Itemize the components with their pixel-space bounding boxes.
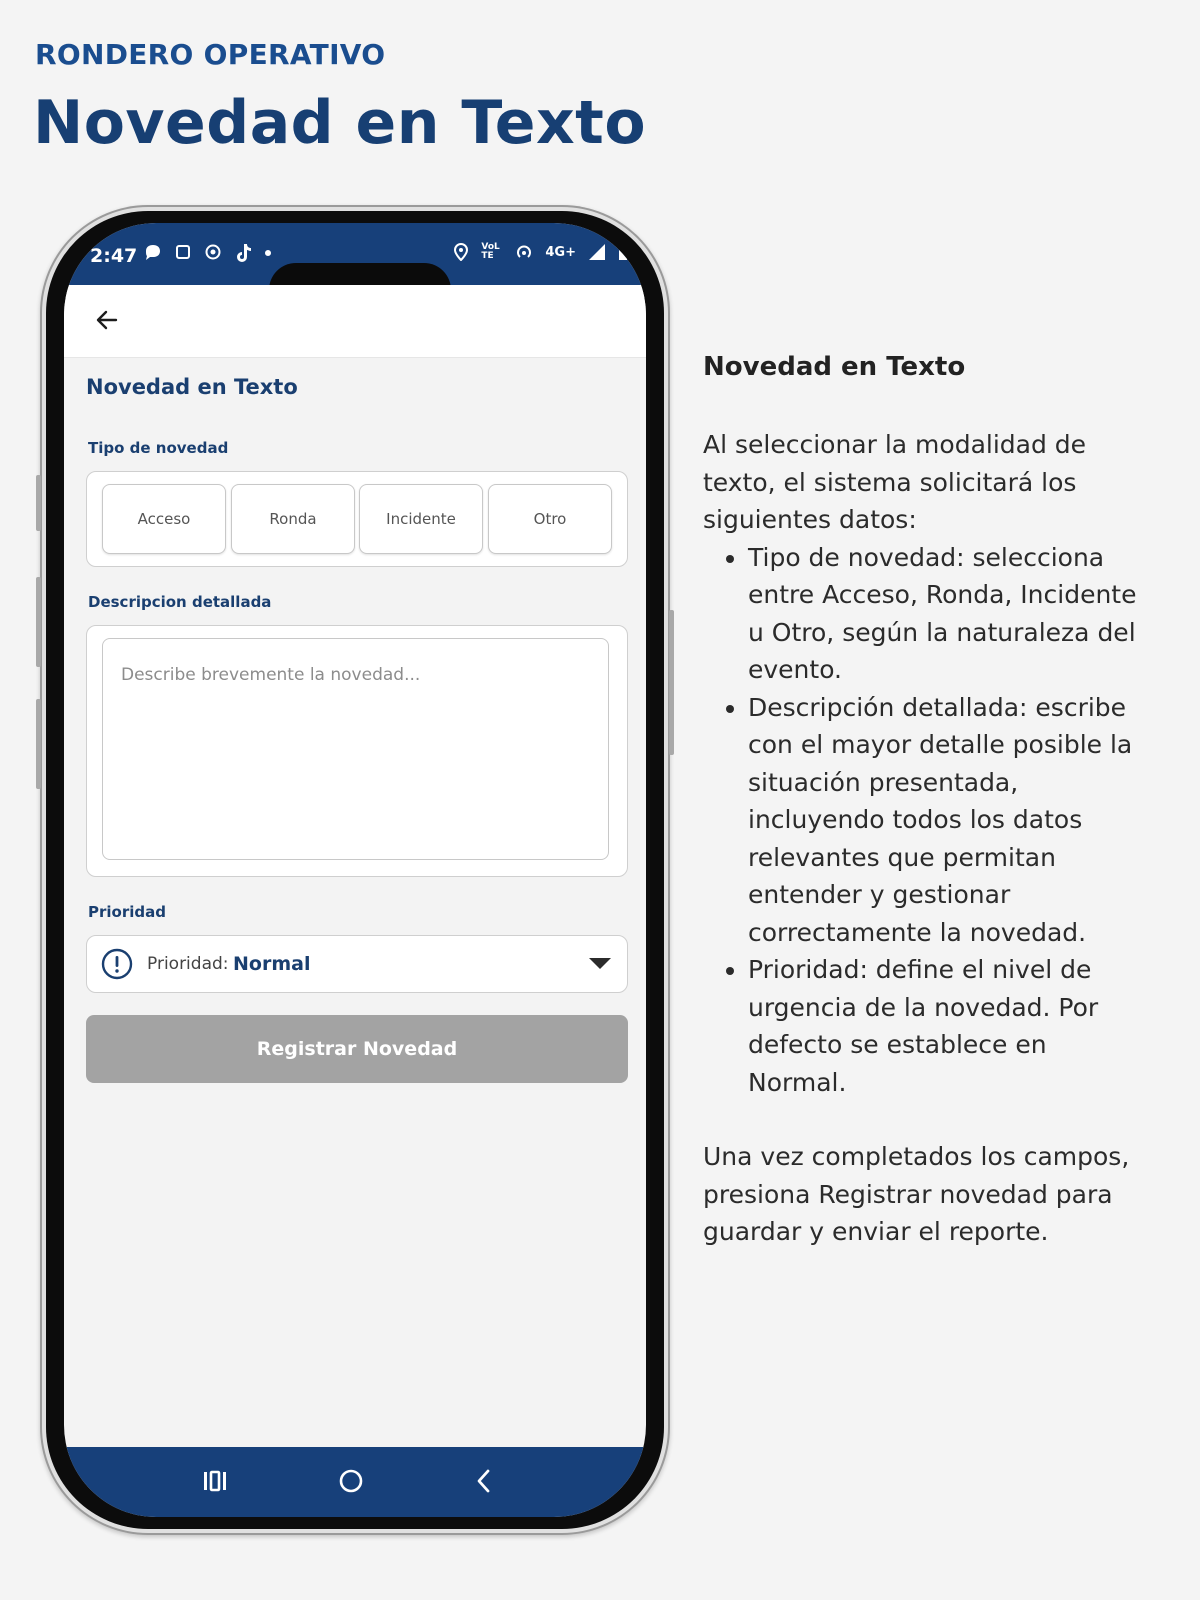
record-notification-icon <box>204 243 222 261</box>
status-notification-icons <box>144 243 272 263</box>
back-nav-icon[interactable] <box>474 1468 492 1494</box>
priority-select[interactable] <box>86 935 628 993</box>
description-container <box>86 625 628 877</box>
volte-icon: VoLTE <box>481 242 500 261</box>
type-option-ronda[interactable]: Ronda <box>231 484 355 554</box>
status-system-icons <box>453 243 628 261</box>
phone-side-button <box>36 475 41 531</box>
signal-icon <box>588 243 606 261</box>
square-notification-icon <box>174 243 192 261</box>
register-novedad-button[interactable]: Registrar Novedad <box>86 1015 628 1083</box>
explanation-heading: Novedad en Texto <box>703 352 966 382</box>
priority-prefix: Prioridad: <box>147 954 229 974</box>
battery-icon <box>618 243 628 261</box>
network-type: 4G+ <box>545 244 576 260</box>
type-option-acceso[interactable]: Acceso <box>102 484 226 554</box>
status-time: 2:47 <box>90 245 138 267</box>
phone-mockup <box>40 205 670 1535</box>
priority-label: Prioridad <box>88 903 166 921</box>
description-label: Descripcion detallada <box>88 593 272 611</box>
phone-screen <box>64 223 646 1517</box>
app-bar <box>64 285 646 358</box>
android-nav-bar <box>64 1447 646 1517</box>
explanation-outro: Una vez completados los campos, presiona Registrar novedad para guardar y enviar el reporte. <box>703 1142 1130 1246</box>
type-option-incidente[interactable]: Incidente <box>359 484 483 554</box>
page-title: Novedad en Texto <box>33 88 647 158</box>
explanation-panel <box>703 345 1143 1251</box>
phone-side-button <box>669 610 674 755</box>
back-arrow-icon[interactable] <box>96 309 118 331</box>
chevron-down-icon[interactable] <box>589 958 611 969</box>
type-label: Tipo de novedad <box>88 439 229 457</box>
location-icon <box>453 243 469 261</box>
description-input[interactable] <box>102 638 609 860</box>
form-title: Novedad en Texto <box>86 375 298 399</box>
phone-side-button <box>36 699 41 789</box>
hotspot-icon <box>515 243 533 261</box>
explanation-list <box>703 539 1143 1102</box>
explanation-bullet: • Descripción detallada: escribe con el mayor detalle posible la situación presentada, incluyendo todos los datos relevantes que permitan entender y gestionar correctamente la novedad. <box>748 689 1143 952</box>
phone-bezel <box>46 211 664 1529</box>
priority-value: Normal <box>233 953 311 975</box>
chat-notification-icon <box>144 243 162 261</box>
section-kicker: RONDERO OPERATIVO <box>35 38 386 71</box>
alert-icon <box>101 948 133 980</box>
tiktok-icon <box>234 243 252 263</box>
type-selector <box>86 471 628 567</box>
dot-notification-icon <box>264 243 272 261</box>
home-icon[interactable] <box>338 1468 364 1494</box>
explanation-bullet: • Prioridad: define el nivel de urgencia de la novedad. Por defecto se establece en Normal. <box>748 951 1143 1101</box>
explanation-intro: Al seleccionar la modalidad de texto, el sistema solicitará los siguientes datos: <box>703 430 1087 534</box>
phone-side-button <box>36 577 41 667</box>
type-option-otro[interactable]: Otro <box>488 484 612 554</box>
recent-apps-icon[interactable] <box>202 1469 228 1493</box>
explanation-bullet: • Tipo de novedad: selecciona entre Acceso, Ronda, Incidente u Otro, según la naturaleza del evento. <box>748 539 1143 689</box>
